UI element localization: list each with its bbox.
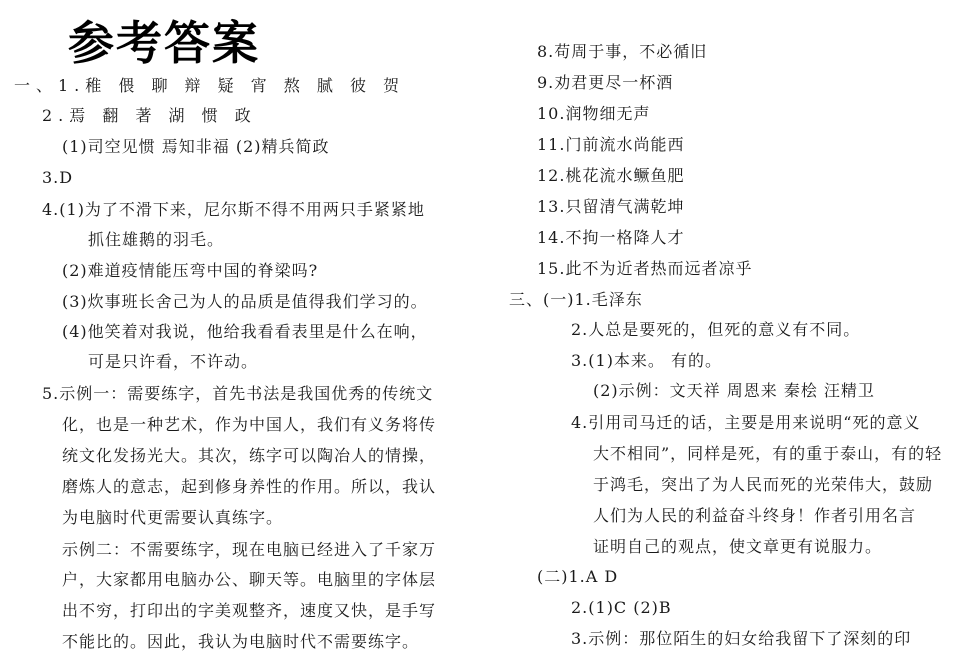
left-answer-line: 5.示例一：需要练字，首先书法是我国优秀的传统文: [42, 384, 434, 403]
right-answer-line: 大不相同”，同样是死，有的重于泰山，有的轻: [593, 444, 943, 463]
right-answer-line: 14.不拘一格降人才: [537, 228, 685, 247]
right-answer-line: 4.引用司马迁的话，主要是用来说明“死的意义: [571, 413, 921, 432]
left-answer-line: 可是只许看，不许动。: [88, 352, 259, 371]
right-answer-line: (二)1.A D: [537, 567, 619, 586]
right-answer-line: 9.劝君更尽一杯酒: [537, 73, 674, 92]
right-answer-line: 8.苟周于事，不必循旧: [537, 42, 708, 61]
left-answer-line: 3.D: [42, 168, 74, 187]
right-answer-line: 3.(1)本来。 有的。: [571, 351, 723, 370]
left-answer-line: 统文化发扬光大。其次，练字可以陶冶人的情操，: [62, 446, 437, 465]
right-answer-line: 13.只留清气满乾坤: [537, 197, 685, 216]
right-answer-line: 于鸿毛，突出了为人民而死的光荣伟大，鼓励: [593, 475, 934, 494]
left-answer-line: (1)司空见惯 焉知非福 (2)精兵简政: [62, 137, 330, 156]
right-answer-line: 2.(1)C (2)B: [571, 598, 672, 617]
left-answer-line: 4.(1)为了不滑下来，尼尔斯不得不用两只手紧紧地: [42, 200, 425, 219]
left-answer-line: 一、1.稚 偎 聊 辩 疑 宵 熬 腻 彼 贺: [14, 76, 406, 95]
right-answer-line: 2.人总是要死的，但死的意义有不同。: [571, 320, 861, 339]
right-answer-line: 12.桃花流水鳜鱼肥: [537, 166, 685, 185]
right-answer-line: (2)示例：文天祥 周恩来 秦桧 汪精卫: [593, 381, 875, 400]
left-answer-line: 户，大家都用电脑办公、聊天等。电脑里的字体层: [62, 570, 437, 589]
left-answer-line: 2.焉 翻 著 湖 惯 政: [42, 106, 257, 125]
left-answer-line: 抓住雄鹅的羽毛。: [88, 230, 225, 249]
right-answer-line: 人们为人民的利益奋斗终身！作者引用名言: [593, 506, 917, 525]
left-answer-line: 磨炼人的意志，起到修身养性的作用。所以，我认: [62, 477, 437, 496]
right-answer-line: 11.门前流水尚能西: [537, 135, 685, 154]
left-answer-line: 为电脑时代更需要认真练字。: [62, 508, 284, 527]
left-answer-line: 化，也是一种艺术，作为中国人，我们有义务将传: [62, 415, 437, 434]
left-answer-line: 不能比的。因此，我认为电脑时代不需要练字。: [62, 632, 420, 651]
right-answer-line: 15.此不为近者热而远者凉乎: [537, 259, 753, 278]
right-answer-line: 3.示例：那位陌生的妇女给我留下了深刻的印: [571, 629, 912, 648]
right-answer-line: 10.润物细无声: [537, 104, 651, 123]
left-answer-line: (3)炊事班长舍己为人的品质是值得我们学习的。: [62, 292, 428, 311]
left-answer-line: 出不穷，打印出的字美观整齐，速度又快，是手写: [62, 601, 437, 620]
right-answer-line: 三、(一)1.毛泽东: [509, 290, 643, 309]
page-title: 参考答案: [68, 16, 260, 70]
left-answer-line: 示例二：不需要练字，现在电脑已经进入了千家万: [62, 540, 437, 559]
left-answer-line: (4)他笑着对我说，他给我看看表里是什么在响，: [62, 322, 428, 341]
right-answer-line: 证明自己的观点，使文章更有说服力。: [593, 537, 883, 556]
left-answer-line: (2)难道疫情能压弯中国的脊梁吗?: [62, 261, 319, 280]
